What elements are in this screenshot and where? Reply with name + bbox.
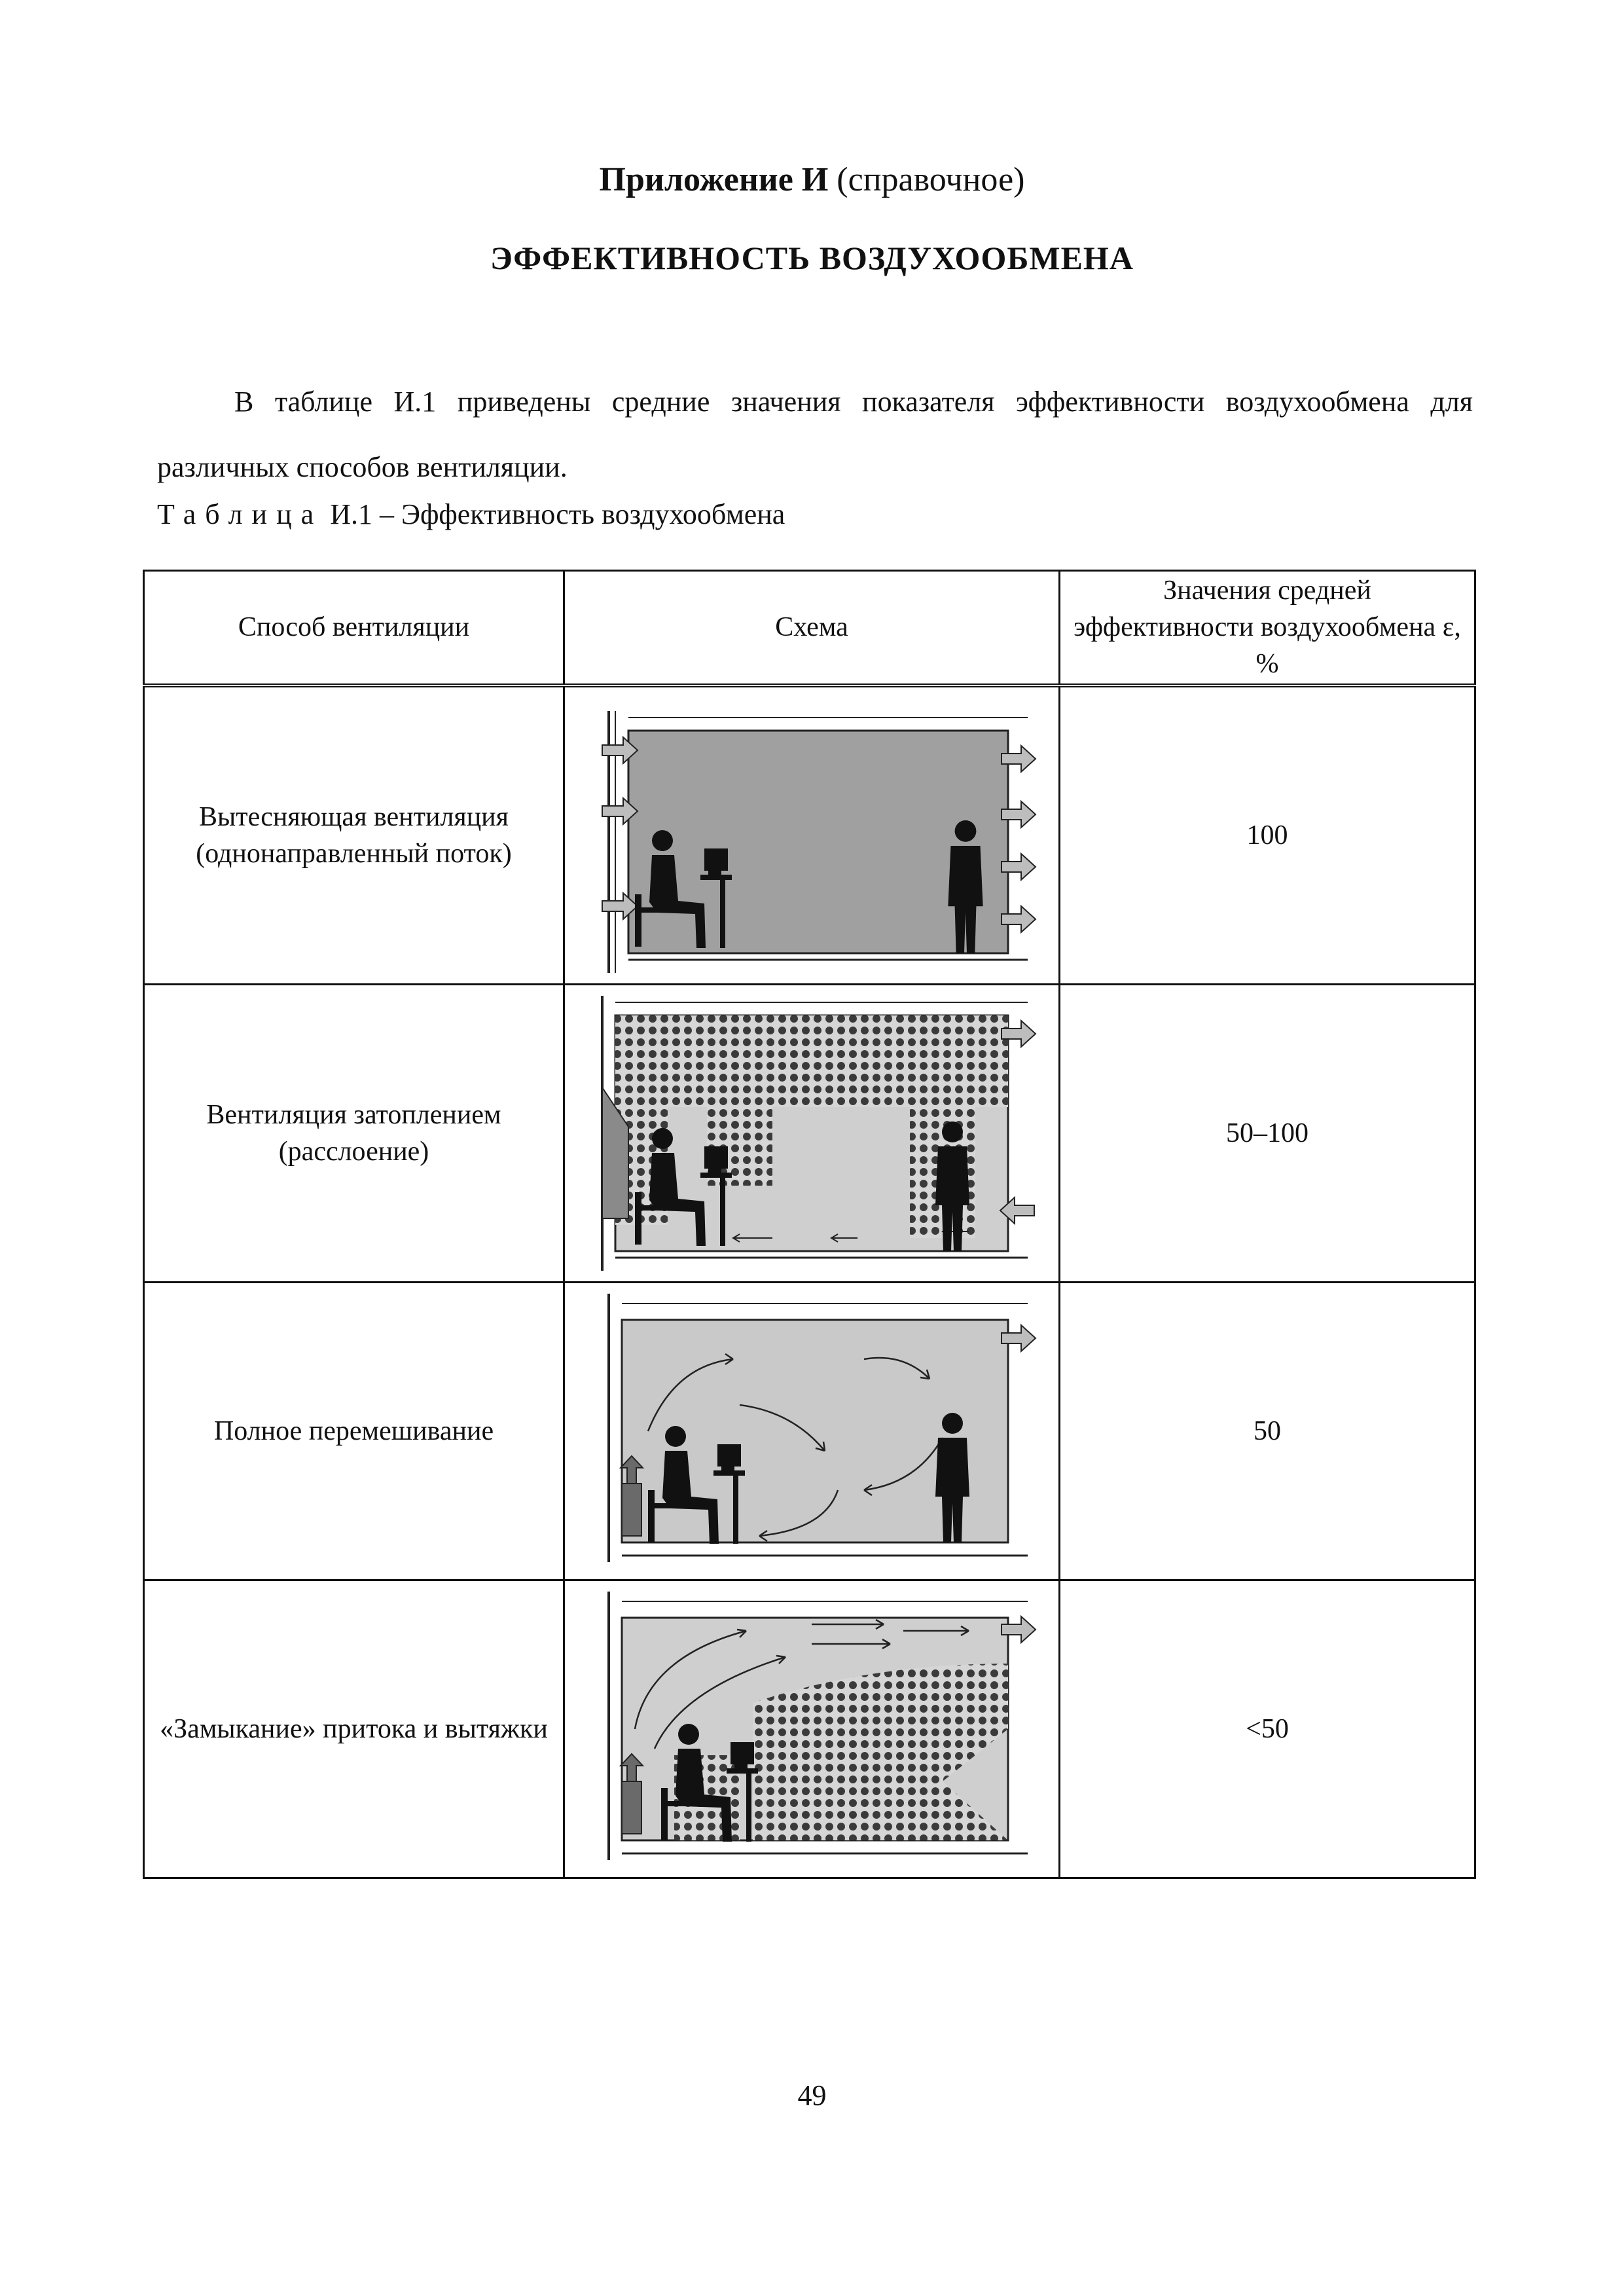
caption-prefix: Таблица (157, 498, 323, 530)
short-circuit-diagram (576, 1585, 1047, 1873)
caption-text: И.1 – Эффективность воздухообмена (323, 498, 785, 530)
table-row (144, 1282, 1475, 1580)
scheme-cell (564, 1580, 1060, 1878)
efficiency-value: 50 (1060, 1282, 1475, 1580)
page-number: 49 (797, 2079, 827, 2111)
table-caption (157, 498, 785, 531)
supply-unit (622, 1484, 641, 1536)
table-row (144, 1580, 1475, 1878)
page-title (0, 160, 1624, 199)
table-header-row (144, 571, 1475, 685)
displacement-ventilation-diagram (576, 691, 1047, 979)
scheme-cell (564, 984, 1060, 1282)
scheme-cell (564, 685, 1060, 985)
header-efficiency: Значения средней эффективности воздухообмена ε, % (1060, 571, 1475, 685)
scheme-cell (564, 1282, 1060, 1580)
intro-paragraph: В таблице И.1 приведены средние значения показателя эффективности воздухообмена для различных способов вентиляции. (157, 386, 1473, 483)
header-scheme: Схема (564, 571, 1060, 685)
efficiency-value: 100 (1060, 685, 1475, 985)
title-bold: Приложение И (599, 161, 829, 198)
title-note: (справочное) (837, 161, 1025, 198)
section-heading: ЭФФЕКТИВНОСТЬ ВОЗДУХООБМЕНА (490, 240, 1134, 276)
full-mixing-diagram (576, 1287, 1047, 1575)
method-cell: Полное перемешивание (144, 1282, 564, 1580)
table-row (144, 984, 1475, 1282)
stratified-upper-layer (615, 1015, 1008, 1107)
room-air (628, 731, 1008, 953)
table-row (144, 685, 1475, 985)
efficiency-value: 50–100 (1060, 984, 1475, 1282)
method-cell: Вытесняющая вентиляция (однонаправленный поток) (144, 685, 564, 985)
supply-unit (622, 1781, 641, 1834)
method-cell: «Замыкание» притока и вытяжки (144, 1580, 564, 1878)
method-cell: Вентиляция затоплением (расслоение) (144, 984, 564, 1282)
efficiency-table (143, 570, 1476, 1879)
flooding-ventilation-diagram (576, 989, 1047, 1277)
efficiency-value: <50 (1060, 1580, 1475, 1878)
header-method: Способ вентиляции (144, 571, 564, 685)
